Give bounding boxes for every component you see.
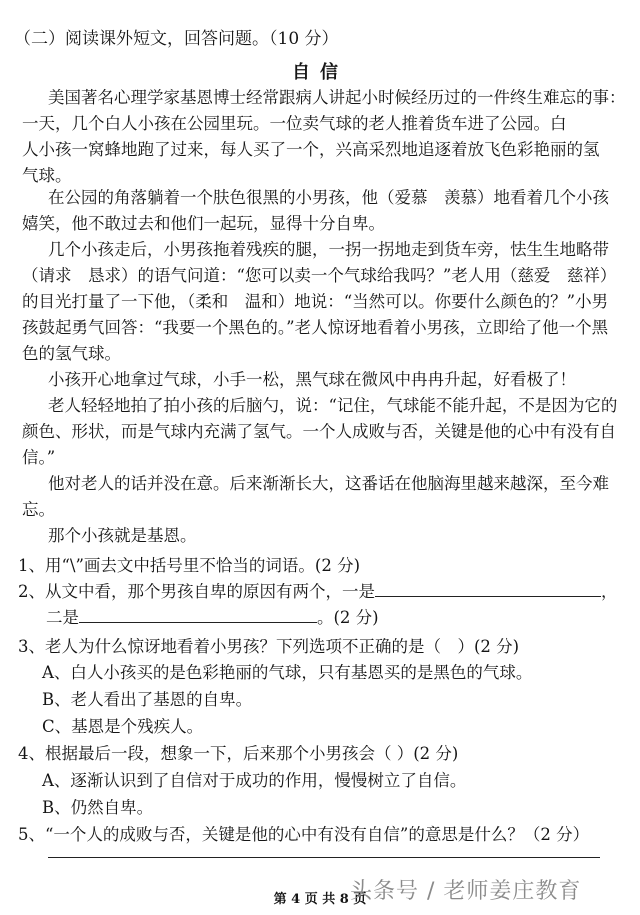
question-5: 5、“一个人的成败与否，关键是他的心中有没有自信”的意思是什么？（2 分） — [18, 825, 590, 844]
passage-title: 自信 — [292, 62, 348, 83]
passage-paragraph-3: 几个小孩走后，小男孩拖着残疾的腿，一拐一拐地走到货车旁，怯生生地略带（请求 恳求）的语气问道：“您可以卖一个气球给我吗？”老人用（慈爱 慈祥）的目光打量了一下他，（柔和 温和）地说：“当然可以。你要什么颜色的？”小男孩鼓起勇气回答：“我要一个黑色的。”老人惊讶地看着小男孩，立即给了他一个黑色的氢气球。 — [22, 240, 617, 363]
section-heading: （二）阅读课外短文，回答问题。（10 分） — [14, 29, 339, 49]
page-number: 第 4 页 共 8 页 — [273, 892, 367, 907]
question-2-text: 2、从文中看，那个男孩自卑的原因有两个，一是 — [18, 582, 375, 601]
passage-paragraph-4: 小孩开心地拿过气球，小手一松，黑气球在微风中冉冉升起，好看极了！ — [48, 370, 576, 389]
answer-blank-reason-2[interactable] — [79, 605, 317, 623]
passage-paragraph-2: 在公园的角落躺着一个肤色很黑的小男孩，他（爱慕 羡慕）地看着几个小孩嬉笑，他不敢过去和他们一起玩，显得十分自卑。 — [22, 188, 609, 233]
passage-paragraph-5: 老人轻轻地拍了拍小孩的后脑勺，说：“记住，气球能不能升起，不是因为它的颜色、形状，而是气球内充满了氢气。一个人成败与否，关键是他的心中有没有自信。” — [22, 396, 618, 467]
question-4: 4、根据最后一段，想象一下，后来那个小男孩会（ ）(2 分) — [18, 744, 459, 763]
passage-paragraph-7: 那个小孩就是基恩。 — [48, 526, 197, 545]
passage-line-1: 美国著名心理学家基恩博士经常跟病人讲起小时候经历过的一件终生难忘的事： — [48, 88, 626, 107]
question-2-second: 二是 — [46, 608, 79, 627]
watermark: 头条号 / 老师姜庄教育 — [350, 879, 582, 904]
question-3-option-c[interactable]: C、基恩是个残疾人。 — [42, 717, 204, 736]
passage-line-3: 人小孩一窝蜂地跑了过来，每人买了一个，兴高采烈地追逐着放飞色彩艳丽的氢 — [22, 140, 600, 159]
question-3-option-b[interactable]: B、老人看出了基恩的自卑。 — [42, 690, 253, 709]
question-3-option-a[interactable]: A、白人小孩买的是色彩艳丽的气球，只有基恩买的是黑色的气球。 — [42, 663, 533, 682]
question-4-option-a[interactable]: A、逐渐认识到了自信对于成功的作用，慢慢树立了自信。 — [42, 771, 467, 790]
question-4-option-b[interactable]: B、仍然自卑。 — [42, 798, 154, 817]
question-2: 2、从文中看，那个男孩自卑的原因有两个，一是 ， — [18, 578, 618, 602]
passage-paragraph-6: 他对老人的话并没在意。后来渐渐长大，这番话在他脑海里越来越深，至今难忘。 — [22, 474, 609, 519]
answer-blank-reason-1[interactable] — [375, 579, 601, 597]
question-1: 1、用“\”画去文中括号里不恰当的词语。(2 分) — [18, 556, 361, 575]
passage-line-2: 一天，几个白人小孩在公园里玩。一位卖气球的老人推着货车进了公园。白 — [22, 114, 567, 133]
question-2-points: 。(2 分) — [317, 608, 379, 627]
question-2-line-2 — [46, 604, 379, 628]
passage-line-4: 气球。 — [22, 166, 72, 185]
question-3: 3、老人为什么惊讶地看着小男孩？下列选项不正确的是（ ）(2 分) — [18, 637, 520, 656]
answer-line-q5[interactable] — [48, 857, 600, 858]
